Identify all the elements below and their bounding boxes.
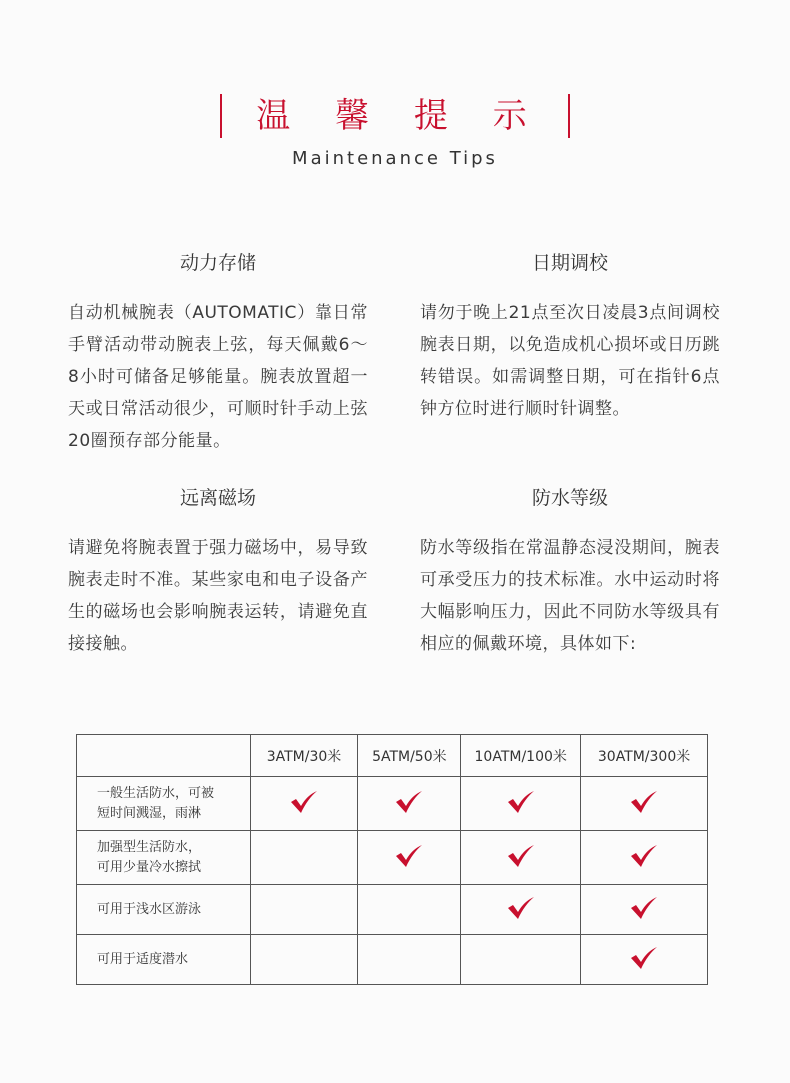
section-body: 自动机械腕表（AUTOMATIC）靠日常手臂活动带动腕表上弦，每天佩戴6～8小时可储备足够能量。腕表放置超一天或日常活动很少，可顺时针手动上弦20圈预存部分能量。 bbox=[68, 303, 368, 451]
page-subtitle: Maintenance Tips bbox=[292, 148, 498, 169]
page-title: 温 馨 提 示 bbox=[256, 96, 544, 136]
section-power-reserve bbox=[68, 248, 368, 457]
mark-cell bbox=[581, 885, 708, 935]
section-title: 远离磁场 bbox=[179, 487, 256, 509]
check-icon bbox=[630, 844, 658, 868]
title-left-bar bbox=[220, 94, 222, 138]
table-row bbox=[77, 777, 708, 831]
mark-cell bbox=[250, 935, 358, 985]
title-right-bar bbox=[568, 94, 570, 138]
table-header-cell bbox=[77, 735, 251, 777]
check-icon bbox=[507, 896, 535, 920]
check-icon bbox=[630, 896, 658, 920]
section-body: 请避免将腕表置于强力磁场中，易导致腕表走时不准。某些家电和电子设备产生的磁场也会影响腕表运转，请避免直接接触。 bbox=[68, 538, 368, 654]
row-label: 可用于适度潜水 bbox=[77, 935, 251, 985]
table-row bbox=[77, 831, 708, 885]
table-header-cell: 30ATM/300米 bbox=[581, 735, 708, 777]
mark-cell bbox=[461, 885, 581, 935]
check-icon bbox=[630, 946, 658, 970]
mark-cell bbox=[461, 777, 581, 831]
table-row bbox=[77, 885, 708, 935]
check-icon bbox=[290, 790, 318, 814]
mark-cell bbox=[461, 935, 581, 985]
mark-cell bbox=[250, 831, 358, 885]
row-label: 一般生活防水，可被 短时间溅湿，雨淋 bbox=[77, 777, 251, 831]
row-label: 可用于浅水区游泳 bbox=[77, 885, 251, 935]
water-resistance-table bbox=[76, 734, 708, 985]
section-title: 日期调校 bbox=[531, 252, 608, 274]
section-magnetic-field bbox=[68, 483, 368, 660]
title-block bbox=[0, 92, 790, 169]
table-header-cell: 3ATM/30米 bbox=[250, 735, 358, 777]
mark-cell bbox=[358, 935, 461, 985]
mark-cell bbox=[250, 885, 358, 935]
check-icon bbox=[395, 790, 423, 814]
check-icon bbox=[395, 844, 423, 868]
section-date-setting bbox=[420, 248, 720, 425]
table-row bbox=[77, 935, 708, 985]
table-header-cell: 5ATM/50米 bbox=[358, 735, 461, 777]
check-icon bbox=[507, 790, 535, 814]
mark-cell bbox=[358, 831, 461, 885]
mark-cell bbox=[581, 777, 708, 831]
check-icon bbox=[630, 790, 658, 814]
section-body: 防水等级指在常温静态浸没期间，腕表可承受压力的技术标准。水中运动时将大幅影响压力，因此不同防水等级具有相应的佩戴环境，具体如下: bbox=[420, 538, 720, 654]
mark-cell bbox=[581, 935, 708, 985]
mark-cell bbox=[250, 777, 358, 831]
table-header-row bbox=[77, 735, 708, 777]
table-header-cell: 10ATM/100米 bbox=[461, 735, 581, 777]
mark-cell bbox=[581, 831, 708, 885]
title-frame bbox=[220, 92, 569, 140]
mark-cell bbox=[461, 831, 581, 885]
row-label: 加强型生活防水， 可用少量冷水擦拭 bbox=[77, 831, 251, 885]
section-body: 请勿于晚上21点至次日凌晨3点间调校腕表日期，以免造成机心损坏或日历跳转错误。如需调整日期，可在指针6点钟方位时进行顺时针调整。 bbox=[420, 303, 720, 419]
mark-cell bbox=[358, 777, 461, 831]
section-title: 防水等级 bbox=[531, 487, 608, 509]
mark-cell bbox=[358, 885, 461, 935]
check-icon bbox=[507, 844, 535, 868]
section-title: 动力存储 bbox=[179, 252, 256, 274]
section-water-resistance bbox=[420, 483, 720, 660]
